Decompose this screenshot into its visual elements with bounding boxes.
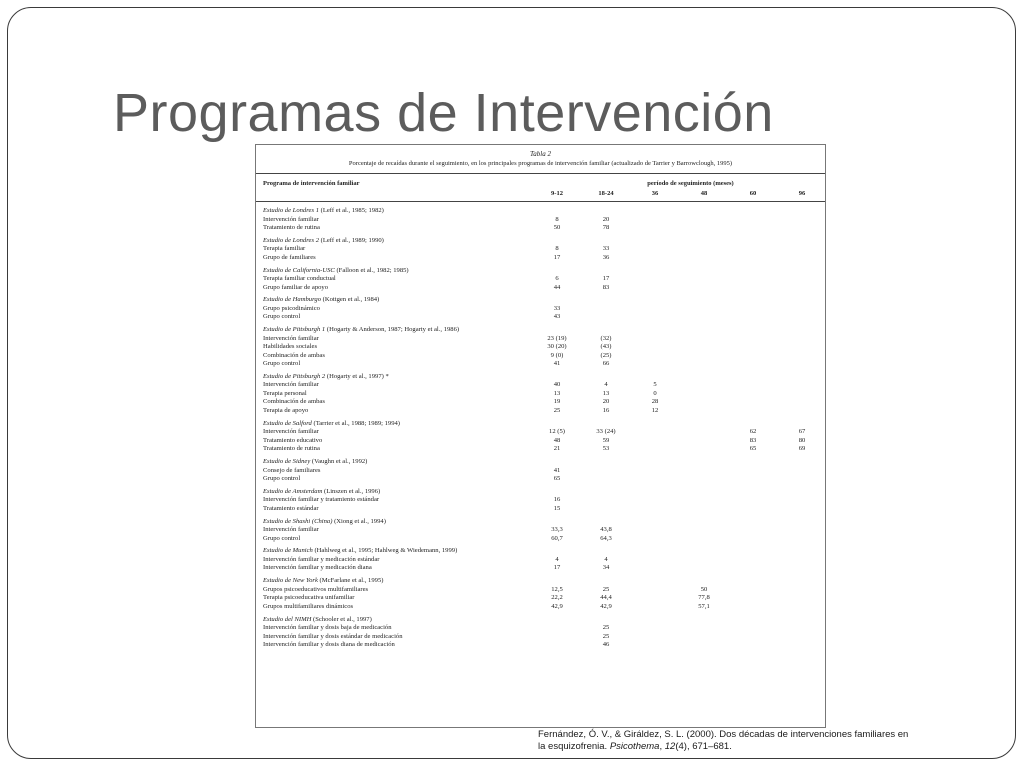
citation-journal: Psicothema (609, 741, 660, 752)
table-cell: 4 (555, 555, 559, 563)
table-cell: 20 (602, 215, 610, 223)
table-row (256, 556, 825, 565)
study-title (263, 547, 457, 556)
table-row (256, 343, 825, 352)
table-cell: 62 (749, 428, 757, 436)
citation-volume: 12 (664, 741, 676, 752)
program-column-header: Programa de intervención familiar (263, 180, 360, 187)
table-cell: 65 (749, 445, 757, 453)
table-cell: 53 (602, 445, 610, 453)
table-cell: 69 (798, 445, 806, 453)
study-title-row (256, 207, 825, 216)
table-row (256, 594, 825, 603)
study-title-row (256, 326, 825, 335)
study-reference: (Xiong et al., 1994) (332, 517, 386, 525)
row-label: Grupo control (263, 475, 301, 483)
table-cell: 8 (555, 245, 559, 253)
table-cell: 42,9 (551, 602, 563, 610)
table-cell: 41 (553, 466, 561, 474)
table-row (256, 445, 825, 454)
table-cell: 17 (553, 253, 561, 261)
table-row (256, 564, 825, 573)
table-cell: 57,1 (698, 602, 710, 610)
study-group (256, 488, 825, 514)
study-title-row (256, 373, 825, 382)
row-label: Terapia personal (263, 389, 307, 397)
study-title (263, 267, 409, 276)
citation-line-1: Fernández, Ó. V., & Giráldez, S. L. (2000). Dos décadas de intervenciones familiares en (538, 729, 909, 740)
study-group (256, 326, 825, 369)
table-cell: 8 (555, 215, 559, 223)
study-title-row (256, 616, 825, 625)
column-header: 18-24 (598, 190, 614, 197)
study-title (263, 326, 459, 335)
table-cell: 12 (651, 406, 659, 414)
period-header: período de seguimiento (meses) (647, 180, 734, 187)
table-row (256, 254, 825, 263)
table-row (256, 428, 825, 437)
row-label: Grupo control (263, 534, 301, 542)
row-label: Combinación de ambas (263, 398, 325, 406)
table-row (256, 437, 825, 446)
table-caption: Porcentaje de recaídas durante el seguimiento, en los principales programas de intervención familiar (actualizado de Tarrier y Barrowclough, 1995) (348, 160, 733, 167)
row-label: Terapia psicoeducativa unifamiliar (263, 594, 355, 602)
study-reference: (Hahlweg et al., 1995; Hahlweg & Wiedemann, 1999) (312, 547, 458, 555)
study-name: Estudio de Sidney (263, 458, 311, 466)
study-group (256, 237, 825, 263)
table-cell: 25 (553, 406, 561, 414)
table-cell: 6 (555, 275, 559, 283)
table-cell: 13 (602, 389, 610, 397)
study-name: Estudio del NIMH (263, 615, 312, 623)
table-cell: 65 (553, 475, 561, 483)
row-label: Intervención familiar y dosis baja de medicación (263, 624, 392, 632)
table-row (256, 335, 825, 344)
table-cell: 33 (24) (596, 428, 616, 436)
study-title-row (256, 518, 825, 527)
row-label: Tratamiento de rutina (263, 224, 320, 231)
table-row (256, 586, 825, 595)
citation-line-2 (538, 741, 938, 753)
study-group (256, 458, 825, 484)
table-cell: 16 (602, 406, 610, 414)
table-cell: 34 (602, 564, 610, 572)
study-title (263, 207, 384, 216)
table-row (256, 475, 825, 484)
table-cell: 36 (602, 253, 610, 261)
table-cell: 44,4 (600, 594, 612, 602)
table-cell: 16 (553, 496, 561, 504)
row-label: Intervención familiar y tratamiento estándar (263, 496, 380, 504)
study-name: Estudio de Shashi (China) (263, 517, 333, 525)
table-top-rule (256, 173, 825, 174)
study-reference: (Hogarty & Anderson, 1987; Hogarty et al., 1986) (325, 326, 460, 334)
study-reference: (Leff et al., 1985; 1982) (319, 207, 384, 214)
study-reference: (Kottgen et al., 1984) (321, 296, 380, 304)
study-title-row (256, 458, 825, 467)
row-label: Intervención familiar (263, 334, 319, 342)
table-cell: 30 (20) (547, 343, 567, 351)
column-header: 96 (798, 190, 806, 197)
citation (538, 729, 938, 753)
row-label: Tratamiento de rutina (263, 445, 320, 453)
study-reference: (Falloon et al., 1982; 1985) (334, 266, 409, 274)
study-group (256, 518, 825, 544)
study-reference: (Tarrier et al., 1988; 1989; 1994) (311, 419, 401, 427)
table-cell: 33 (553, 304, 561, 312)
table-row (256, 390, 825, 399)
study-title (263, 237, 384, 246)
study-reference: (Vaughn et al., 1992) (310, 458, 368, 466)
row-label: Habilidades sociales (263, 343, 318, 351)
study-name: Estudio de Londres 1 (263, 207, 319, 214)
table-cell: (32) (600, 334, 612, 342)
study-title-row (256, 267, 825, 276)
study-name: Estudio de Munich (263, 547, 313, 555)
table-cell: 17 (602, 275, 610, 283)
study-title (263, 373, 389, 382)
table-row (256, 535, 825, 544)
table-cell: 44 (553, 283, 561, 291)
table-cell: 33 (602, 245, 610, 253)
row-label: Grupo familiar de apoyo (263, 283, 329, 291)
study-title (263, 296, 379, 305)
study-group (256, 547, 825, 573)
study-title-row (256, 488, 825, 497)
table-cell: 25 (602, 585, 610, 593)
study-title (263, 488, 380, 497)
row-label: Intervención familiar y medicación diana (263, 564, 372, 572)
row-label: Tratamiento estándar (263, 504, 319, 512)
table-cell: 33,3 (551, 526, 563, 534)
study-name: Estudio de California-USC (263, 266, 335, 274)
citation-separator: , (659, 741, 665, 752)
table-cell: 59 (602, 436, 610, 444)
table-cell: 21 (553, 445, 561, 453)
table-row (256, 305, 825, 314)
table-cell: (25) (600, 351, 612, 359)
study-title-row (256, 420, 825, 429)
table-cell: 23 (19) (547, 334, 567, 342)
row-label: Intervención familiar (263, 428, 319, 436)
table-cell: 46 (602, 641, 610, 649)
table-row (256, 224, 825, 233)
study-title-row (256, 577, 825, 586)
column-header: 60 (749, 190, 757, 197)
study-name: Estudio de Pittsburgh 1 (263, 326, 326, 334)
study-reference: (Schooler et al., 1997) (311, 615, 372, 623)
study-reference: (Hogarty et al., 1997) * (325, 372, 389, 380)
study-group (256, 296, 825, 322)
study-reference: (Linszen et al., 1996) (322, 487, 381, 495)
study-name: Estudio de Londres 2 (263, 236, 319, 244)
study-title-row (256, 237, 825, 246)
row-label: Intervención familiar (263, 215, 319, 223)
row-label: Grupos multifamiliares dinámicos (263, 602, 354, 610)
slide-title: Programas de Intervención (113, 83, 774, 143)
table-row (256, 624, 825, 633)
study-title-row (256, 547, 825, 556)
study-group (256, 207, 825, 233)
row-label: Intervención familiar y dosis diana de medicación (263, 641, 395, 649)
table-cell: 40 (553, 381, 561, 389)
citation-issue-pages: (4), 671–681. (675, 741, 732, 752)
row-label: Terapia familiar conductual (263, 275, 336, 283)
citation-text: la esquizofrenia. (538, 741, 610, 752)
study-group (256, 373, 825, 416)
table-cell: 83 (602, 283, 610, 291)
table-cell: 22,2 (551, 594, 563, 602)
table-cell: 20 (602, 398, 610, 406)
relapse-table (255, 144, 826, 728)
table-cell: 13 (553, 389, 561, 397)
table-cell: 77,8 (698, 594, 710, 602)
table-cell: 4 (604, 555, 608, 563)
row-label: Intervención familiar y dosis estándar de medicación (263, 632, 403, 640)
table-cell: 42,9 (600, 602, 612, 610)
table-cell: (43) (600, 343, 612, 351)
table-row (256, 398, 825, 407)
study-name: Estudio de Salford (263, 419, 312, 427)
table-row (256, 245, 825, 254)
table-cell: 80 (798, 436, 806, 444)
table-cell: 60,7 (551, 534, 563, 542)
row-label: Grupo control (263, 313, 301, 321)
row-label: Grupo de familiares (263, 253, 316, 261)
table-row (256, 603, 825, 612)
table-cell: 66 (602, 360, 610, 368)
table-row (256, 275, 825, 284)
table-cell: 12,5 (551, 585, 563, 593)
study-name: Estudio de Pittsburgh 2 (263, 372, 326, 380)
study-group (256, 267, 825, 293)
table-cell: 19 (553, 398, 561, 406)
table-row (256, 633, 825, 642)
study-title (263, 518, 386, 527)
table-cell: 12 (5) (549, 428, 565, 436)
study-title (263, 577, 383, 586)
table-cell: 4 (604, 381, 608, 389)
study-title (263, 420, 400, 429)
table-header-rule (256, 201, 825, 202)
row-label: Grupos psicoeducativos multifamiliares (263, 585, 369, 593)
table-row (256, 526, 825, 535)
table-row (256, 641, 825, 650)
row-label: Grupo psicodinámico (263, 304, 320, 312)
table-row (256, 505, 825, 514)
table-cell: 9 (0) (550, 351, 564, 359)
table-row (256, 216, 825, 225)
table-row (256, 313, 825, 322)
table-cell: 64,3 (600, 534, 612, 542)
table-row (256, 284, 825, 293)
study-reference: (McFarlane et al., 1995) (317, 577, 384, 585)
study-title (263, 616, 372, 625)
study-group (256, 420, 825, 454)
table-cell: 28 (651, 398, 659, 406)
row-label: Intervención familiar y medicación estándar (263, 555, 380, 563)
row-label: Combinación de ambas (263, 351, 325, 359)
table-label: Tabla 2 (530, 150, 551, 158)
table-row (256, 407, 825, 416)
table-cell: 15 (553, 504, 561, 512)
study-name: Estudio de New York (263, 577, 318, 585)
column-header: 9-12 (551, 190, 563, 197)
row-label: Grupo control (263, 360, 301, 368)
study-group (256, 577, 825, 611)
table-cell: 67 (798, 428, 806, 436)
row-label: Consejo de familiares (263, 466, 321, 474)
table-cell: 25 (602, 624, 610, 632)
table-row (256, 352, 825, 361)
table-body (256, 207, 825, 654)
table-cell: 78 (602, 224, 610, 231)
table-row (256, 381, 825, 390)
column-header: 48 (700, 190, 708, 197)
table-row (256, 496, 825, 505)
table-cell: 17 (553, 564, 561, 572)
table-cell: 25 (602, 632, 610, 640)
study-name: Estudio de Hamburgo (263, 296, 321, 304)
table-cell: 41 (553, 360, 561, 368)
table-cell: 43,8 (600, 526, 612, 534)
study-reference: (Leff et al., 1989; 1990) (319, 236, 384, 244)
study-group (256, 616, 825, 650)
table-cell: 43 (553, 313, 561, 321)
table-row (256, 360, 825, 369)
row-label: Terapia familiar (263, 245, 306, 253)
row-label: Tratamiento educativo (263, 436, 323, 444)
table-cell: 83 (749, 436, 757, 444)
table-cell: 50 (553, 224, 561, 231)
row-label: Terapia de apoyo (263, 406, 309, 414)
row-label: Intervención familiar (263, 526, 319, 534)
table-cell: 48 (553, 436, 561, 444)
row-label: Intervención familiar (263, 381, 319, 389)
table-cell: 0 (653, 389, 657, 397)
table-cell: 5 (653, 381, 657, 389)
table-cell: 50 (700, 585, 708, 593)
study-title (263, 458, 367, 467)
study-name: Estudio de Amsterdam (263, 487, 323, 495)
column-header: 36 (651, 190, 659, 197)
study-title-row (256, 296, 825, 305)
table-row (256, 467, 825, 476)
